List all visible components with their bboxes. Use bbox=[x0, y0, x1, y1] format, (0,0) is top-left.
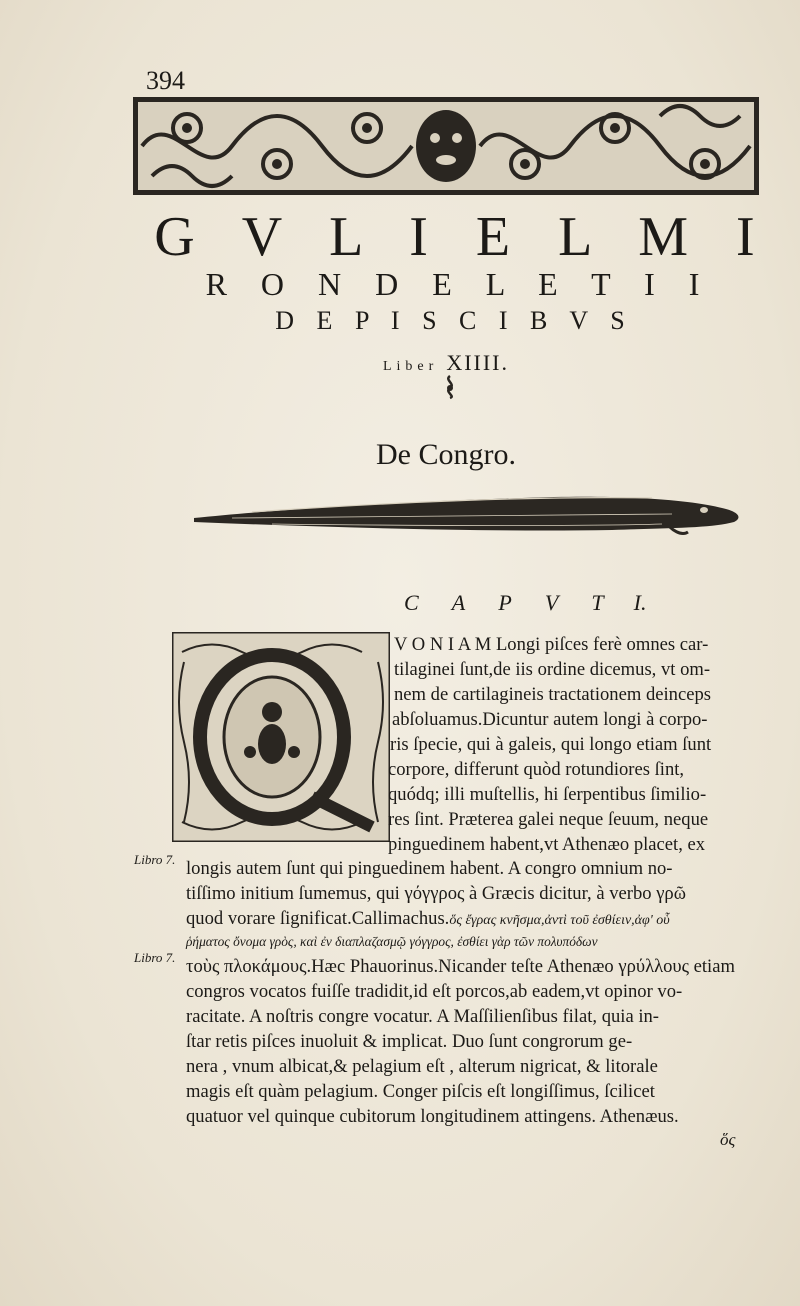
body-line: ris ſpecie, qui à galeis, qui longo etiam ſunt bbox=[390, 734, 712, 755]
body-line: magis eſt quàm pelagium. Conger piſcis eſt longiſſimus, ſcilicet bbox=[186, 1081, 655, 1102]
decorated-initial bbox=[172, 632, 390, 842]
margin-note: Libro 7. bbox=[134, 950, 176, 965]
body-line: congros vocatos fuiſſe tradidit,id eſt porcos,ab eadem,vt opinor vo- bbox=[186, 981, 683, 1002]
author-last-name: R O N D E L E T I I bbox=[205, 266, 713, 302]
greek-line: ῥήματος ὄνομα γρὸς, καὶ ἐν διαπλαζασμῷ γόγγρος, ἐσθίει γὰρ τῶν πολυπόδων bbox=[186, 934, 598, 949]
fleuron-ornament bbox=[442, 374, 458, 400]
body-line: V O N I A M Longi piſces ferè omnes car- bbox=[394, 634, 709, 655]
liber-number: XIIII. bbox=[446, 350, 510, 375]
initial-ornament-frame bbox=[172, 632, 390, 842]
liber-heading bbox=[132, 350, 760, 376]
caput-number: I. bbox=[633, 590, 647, 615]
body-line: nem de cartilagineis tractationem deinceps bbox=[394, 684, 711, 705]
body-line: ſtar retis piſces inuoluit & implicat. Duo ſunt congrorum ge- bbox=[186, 1031, 633, 1052]
caput-heading bbox=[404, 590, 646, 616]
body-line: corpore, differunt quòd rotundiores ſint, bbox=[388, 759, 685, 780]
body-line: quódq; illi muſtellis, hi ſerpentibus ſimilio- bbox=[388, 784, 707, 805]
ornamental-banner bbox=[132, 96, 760, 196]
catchword: ὅς bbox=[720, 1130, 736, 1149]
body-line: racitate. A noſtris congre vocatur. A Maſſilienſibus filat, quia in- bbox=[186, 1006, 660, 1027]
body-line: quatuor vel quinque cubitorum longitudinem attingens. Athenæus. bbox=[186, 1106, 679, 1127]
conger-eel-illustration bbox=[192, 488, 744, 550]
body-line bbox=[186, 908, 670, 930]
body-line: nera , vnum albicat,& pelagium eſt , alterum nigricat, & litorale bbox=[186, 1056, 658, 1077]
work-title: D E P I S C I B V S bbox=[275, 306, 633, 335]
body-line: abſoluamus.Dicuntur autem longi à corpo- bbox=[392, 709, 708, 730]
body-line: tilaginei ſunt,de iis ordine dicemus, vt om- bbox=[394, 659, 711, 680]
chapter-title: De Congro. bbox=[376, 438, 516, 471]
body-line: τοὺς πλοκάμους.Hæc Phauorinus.Nicander teſte Athenæo γρύλλους etiam bbox=[186, 956, 735, 977]
greek-quotation: ὅς ἔγρας κνῆσμα,ἀντὶ τοῦ ἐσθίειν,ἀφ' οὗ bbox=[449, 913, 670, 928]
page-number: 394 bbox=[146, 66, 185, 95]
body-line: longis autem ſunt qui pinguedinem habent. A congro omnium no- bbox=[186, 858, 673, 879]
body-line: tiſſimo initium ſumemus, qui γόγγρος à Græcis dicitur, à verbo γρῶ bbox=[186, 883, 686, 904]
body-line: pinguedinem habent,vt Athenæo placet, ex bbox=[388, 834, 706, 855]
body-text: quod vorare ſignificat.Callimachus. bbox=[186, 908, 450, 929]
body-line: res ſint. Præterea galei neque ſeuum, neque bbox=[388, 809, 709, 830]
liber-label: Liber bbox=[382, 359, 439, 374]
caput-label: C A P V T bbox=[404, 590, 618, 615]
margin-note: Libro 7. bbox=[134, 852, 176, 867]
author-first-name: G V L I E L M I bbox=[154, 206, 772, 268]
